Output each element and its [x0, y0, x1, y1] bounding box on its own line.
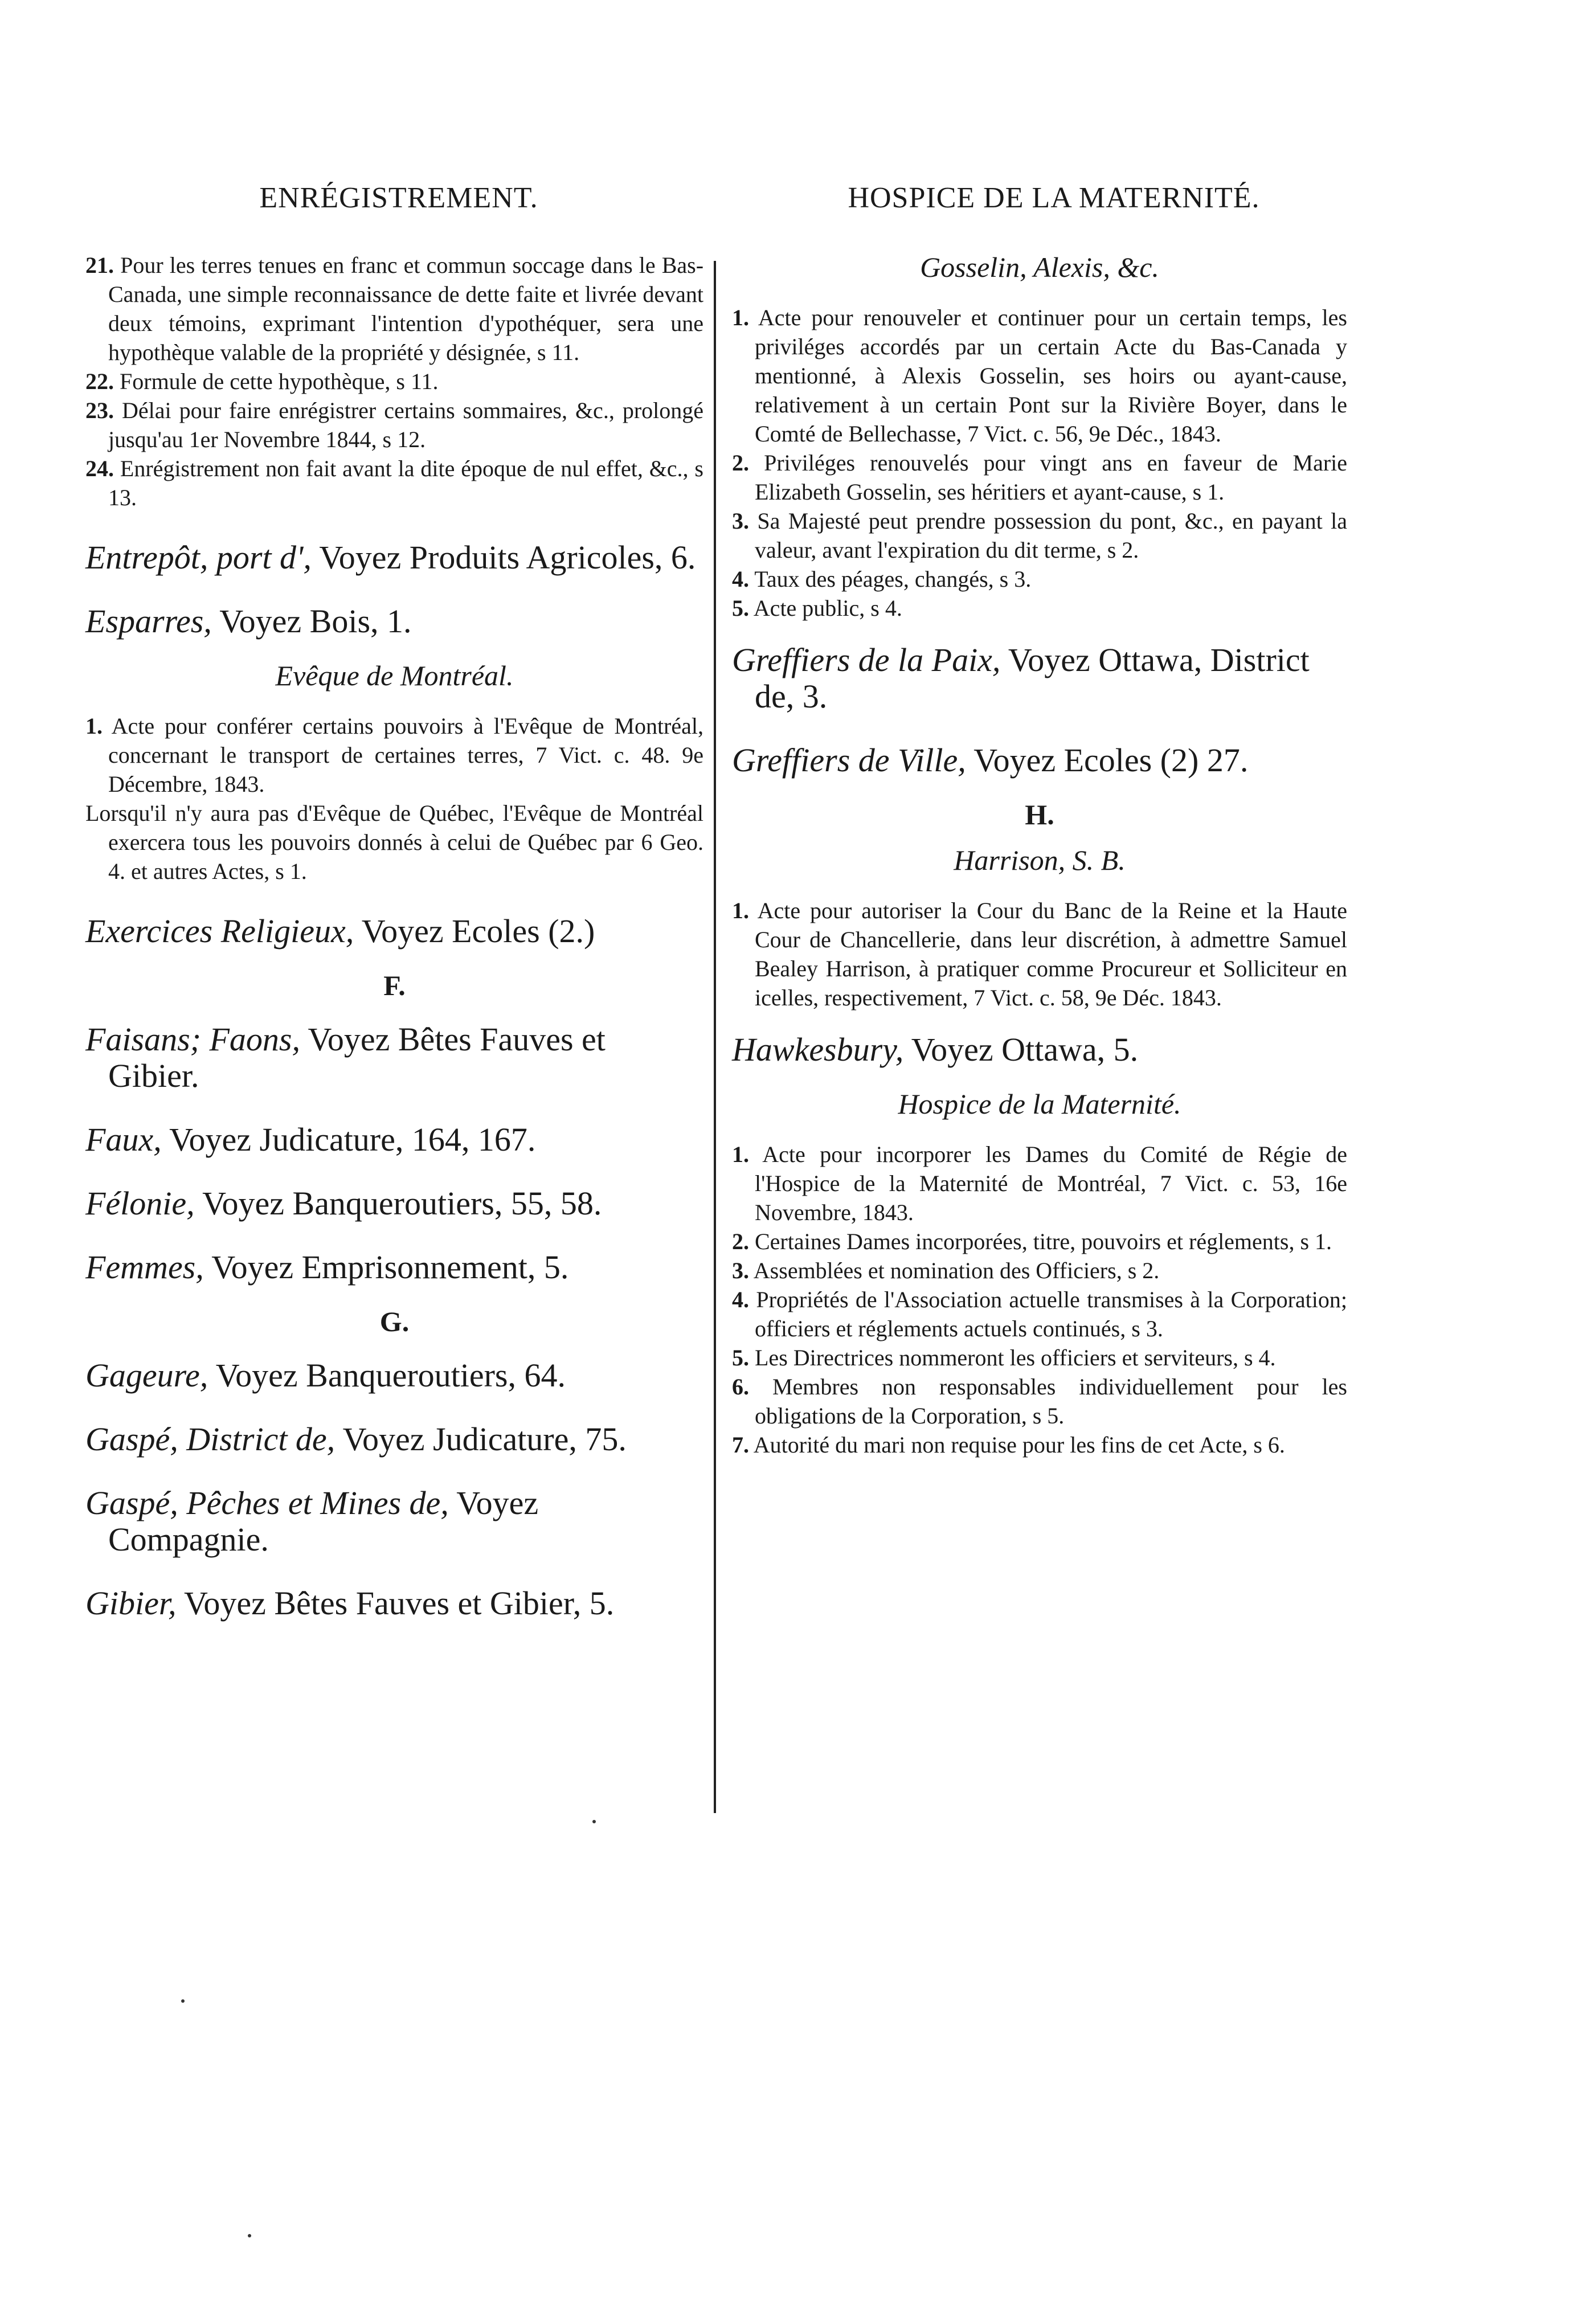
index-entry-greffiers-paix: Greffiers de la Paix, Voyez Ottawa, District de, 3. [732, 641, 1310, 715]
right-running-header: HOSPICE DE LA MATERNITÉ. [848, 182, 1260, 214]
list-item: 3. Assemblées et nomination des Officiers, s 2. [732, 1258, 1160, 1283]
list-item: 3. Sa Majesté peut prendre possession du pont, &c., en payant la valeur, avant l'expiration du dit terme, s 2. [732, 508, 1348, 563]
scan-speck [181, 1999, 185, 2003]
index-entry-faux: Faux, Voyez Judicature, 164, 167. [85, 1121, 536, 1158]
index-entry-gibier: Gibier, Voyez Bêtes Fauves et Gibier, 5. [85, 1585, 615, 1622]
column-divider [714, 261, 716, 1813]
section-heading-harrison: Harrison, S. B. [954, 844, 1126, 876]
index-entry-gaspe-peches: Gaspé, Pêches et Mines de, Voyez Compagnie. [85, 1484, 539, 1558]
index-entry-exercices: Exercices Religieux, Voyez Ecoles (2.) [85, 913, 595, 950]
index-entry-greffiers-ville: Greffiers de Ville, Voyez Ecoles (2) 27. [732, 742, 1249, 779]
index-entry-femmes: Femmes, Voyez Emprisonnement, 5. [85, 1249, 569, 1286]
list-item: 5. Acte public, s 4. [732, 595, 902, 621]
list-item: 1. Acte pour renouveler et continuer pour un certain temps, les priviléges accordés par un certain Acte du Bas-Canada y mentionné, à Alexis Gosselin, ses hoirs ou ayant-cause, relativement à un certain Pont sur la Rivière Boyer, dans le Comté de Bellechasse, 7 Vict. c. 56, 9e Déc., 1843. [732, 305, 1347, 447]
scan-speck [248, 2234, 251, 2237]
list-item: 23. Délai pour faire enrégistrer certains sommaires, &c., prolongé jusqu'au 1er Novembre 1844, s 12. [85, 398, 704, 452]
index-entry-gaspe-district: Gaspé, District de, Voyez Judicature, 75. [85, 1421, 627, 1458]
index-entry-hawkesbury: Hawkesbury, Voyez Ottawa, 5. [732, 1031, 1139, 1068]
list-item: 21. Pour les terres tenues en franc et commun soccage dans le Bas-Canada, une simple reconnaissance de dette faite et livrée devant deux témoins, exprimant l'intention d'ypothéquer, sera une hypothèque valable de la propriété y désignée, s 11. [85, 252, 704, 365]
list-item: 1. Acte pour autoriser la Cour du Banc de la Reine et la Haute Cour de Chancellerie, dans leur discrétion, à admettre Samuel Bealey Harrison, à pratiquer comme Procureur et Solliciteur en icelles, respectivement, 7 Vict. c. 58, 9e Déc. 1843. [732, 898, 1347, 1010]
left-column [85, 251, 703, 1622]
list-item: 1. Acte pour conférer certains pouvoirs à l'Evêque de Montréal, concernant le transport de certaines terres, 7 Vict. c. 48. 9e Décembre, 1843. [85, 713, 703, 797]
section-heading-gosselin: Gosselin, Alexis, &c. [920, 251, 1159, 283]
index-entry-faisans: Faisans; Faons, Voyez Bêtes Fauves et Gibier. [85, 1021, 606, 1094]
index-entry-gageure: Gageure, Voyez Banqueroutiers, 64. [85, 1357, 566, 1394]
list-item: 4. Propriétés de l'Association actuelle transmises à la Corporation; officiers et réglements actuels continués, s 3. [732, 1287, 1347, 1341]
list-item: 1. Acte pour incorporer les Dames du Comité de Régie de l'Hospice de la Maternité de Montréal, 7 Vict. c. 53, 16e Novembre, 1843. [732, 1141, 1347, 1225]
list-item: 22. Formule de cette hypothèque, s 11. [85, 369, 439, 394]
index-entry-entrepot: Entrepôt, port d', Voyez Produits Agricoles, 6. [85, 539, 696, 576]
list-item: 5. Les Directrices nommeront les officiers et serviteurs, s 4. [732, 1345, 1276, 1370]
letter-heading-h: H. [1025, 799, 1054, 830]
list-item: 24. Enrégistrement non fait avant la dite époque de nul effet, &c., s 13. [85, 456, 704, 510]
list-item: Lorsqu'il n'y aura pas d'Evêque de Québec, l'Evêque de Montréal exercera tous les pouvoirs donnés à celui de Québec par 6 Geo. 4. et autres Actes, s 1. [85, 800, 703, 884]
list-item: 4. Taux des péages, changés, s 3. [732, 566, 1032, 592]
list-item: 6. Membres non responsables individuellement pour les obligations de la Corporation, s 5. [732, 1374, 1347, 1429]
list-item: 2. Priviléges renouvelés pour vingt ans en faveur de Marie Elizabeth Gosselin, ses héritiers et ayant-cause, s 1. [732, 450, 1348, 505]
list-item: 2. Certaines Dames incorporées, titre, pouvoirs et réglements, s 1. [732, 1229, 1332, 1254]
index-entry-felonie: Félonie, Voyez Banqueroutiers, 55, 58. [85, 1185, 602, 1222]
letter-heading-f: F. [383, 969, 406, 1001]
scan-speck [592, 1820, 596, 1823]
right-column [732, 251, 1347, 1459]
section-heading-hospice: Hospice de la Maternité. [898, 1088, 1181, 1120]
left-running-header: ENRÉGISTREMENT. [259, 182, 538, 214]
letter-heading-g: G. [379, 1306, 410, 1337]
index-entry-esparres: Esparres, Voyez Bois, 1. [85, 603, 412, 640]
section-heading-eveque: Evêque de Montréal. [275, 660, 514, 692]
list-item: 7. Autorité du mari non requise pour les fins de cet Acte, s 6. [732, 1432, 1285, 1458]
